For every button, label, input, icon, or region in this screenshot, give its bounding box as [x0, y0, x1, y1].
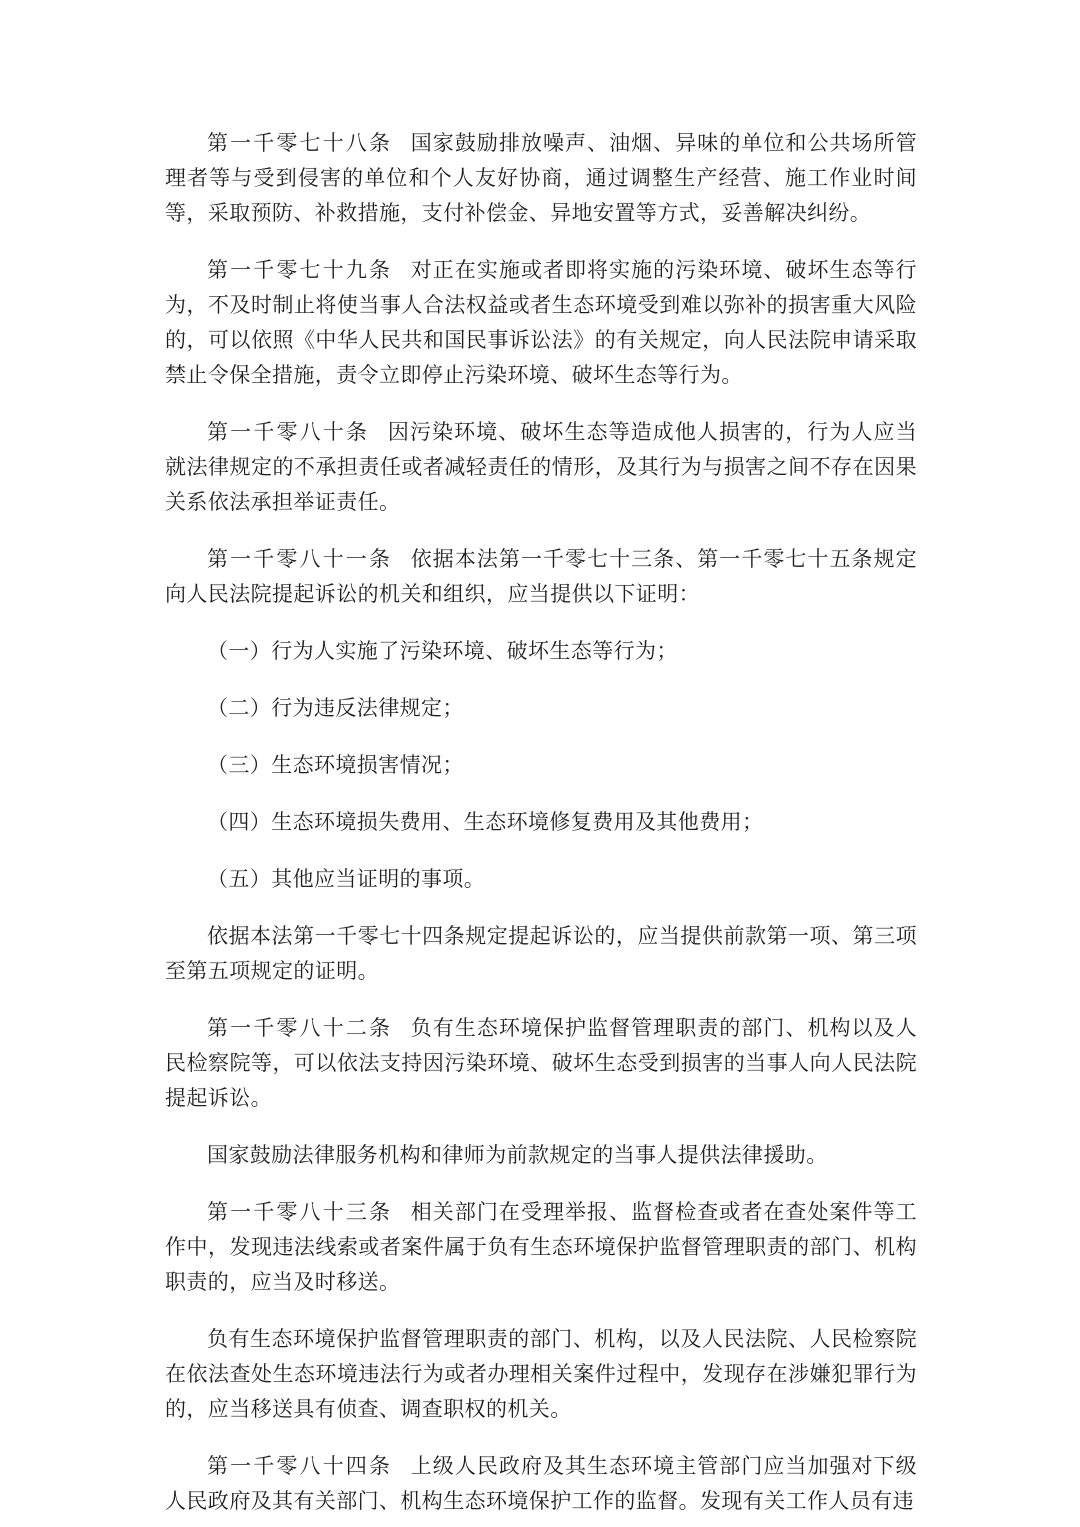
article-head: 第一千零八十一条 [207, 547, 393, 571]
article-body: 国家鼓励排放噪声、油烟、异味的单位和公共场所管理者等与受到侵害的单位和个人友好协商，通过调整生产经营、施工作业时间等，采取预防、补救措施，支付补偿金、异地安置等方式，妥善解决纠纷。 [165, 131, 917, 225]
article-1078 [165, 126, 917, 231]
article-body: 相关部门在受理举报、监督检查或者在查处案件等工作中，发现违法线索或者案件属于负有生态环境保护监督管理职责的部门、机构职责的，应当及时移送。 [165, 1200, 917, 1294]
list-item: （四）生态环境损失费用、生态环境修复费用及其他费用； [207, 810, 764, 834]
article-head: 第一千零八十三条 [207, 1200, 393, 1224]
paragraph-1083-2: 负有生态环境保护监督管理职责的部门、机构，以及人民法院、人民检察院在依法查处生态环境违法行为或者办理相关案件过程中，发现存在涉嫌犯罪行为的，应当移送具有侦查、调查职权的机关。 [165, 1327, 917, 1421]
article-1081 [165, 542, 917, 612]
document-page [165, 126, 917, 1519]
article-head: 第一千零七十九条 [207, 258, 393, 282]
paragraph-1081-2: 依据本法第一千零七十四条规定提起诉讼的，应当提供前款第一项、第三项至第五项规定的证明。 [165, 924, 917, 983]
list-item: （三）生态环境损害情况； [207, 753, 464, 777]
article-1084 [165, 1449, 917, 1519]
article-1080 [165, 415, 917, 520]
list-item: （五）其他应当证明的事项。 [207, 867, 486, 891]
article-body: 因污染环境、破坏生态等造成他人损害的，行为人应当就法律规定的不承担责任或者减轻责任的情形，及其行为与损害之间不存在因果关系依法承担举证责任。 [165, 420, 917, 514]
article-body: 上级人民政府及其生态环境主管部门应当加强对下级人民政府及其有关部门、机构生态环境保护工作的监督。发现有关工作人员有违 [165, 1454, 917, 1513]
article-body: 依据本法第一千零七十三条、第一千零七十五条规定向人民法院提起诉讼的机关和组织，应当提供以下证明： [165, 547, 917, 606]
article-1083 [165, 1195, 917, 1300]
article-head: 第一千零八十条 [207, 420, 370, 444]
list-item: （二）行为违反法律规定； [207, 696, 464, 720]
article-body: 对正在实施或者即将实施的污染环境、破坏生态等行为，不及时制止将使当事人合法权益或者生态环境受到难以弥补的损害重大风险的，可以依照《中华人民共和国民事诉讼法》的有关规定，向人民法院申请采取禁止令保全措施，责令立即停止污染环境、破坏生态等行为。 [165, 258, 917, 387]
article-body: 负有生态环境保护监督管理职责的部门、机构以及人民检察院等，可以依法支持因污染环境、破坏生态受到损害的当事人向人民法院提起诉讼。 [165, 1016, 917, 1110]
article-1082 [165, 1011, 917, 1116]
paragraph-1082-2: 国家鼓励法律服务机构和律师为前款规定的当事人提供法律援助。 [207, 1143, 828, 1167]
article-head: 第一千零八十四条 [207, 1454, 393, 1478]
article-head: 第一千零八十二条 [207, 1016, 393, 1040]
article-head: 第一千零七十八条 [207, 131, 393, 155]
list-item: （一）行为人实施了污染环境、破坏生态等行为； [207, 639, 678, 663]
article-1079 [165, 253, 917, 393]
